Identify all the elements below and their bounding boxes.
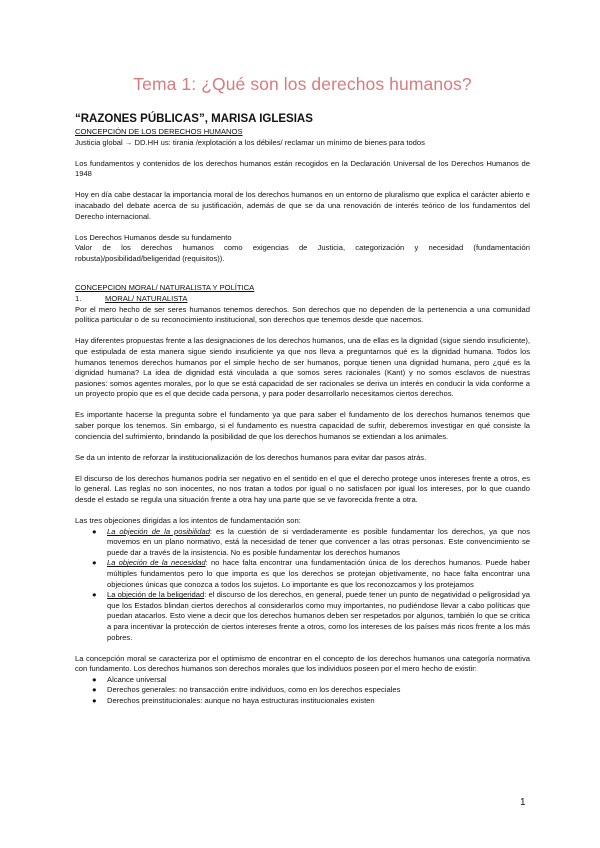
list-item — [75, 685, 530, 696]
paragraph: Valor de los derechos humanos como exigencias de Justicia, categorización y necesidad (fundamentación robusta)/posibilidad/beligeridad (requisitos)). — [75, 243, 530, 263]
paragraph: Justicia global → DD.HH us: tirania /explotación a los débiles/ reclamar un mínimo de bienes para todos — [75, 137, 425, 147]
item-label: MORAL/ NATURALISTA — [105, 294, 188, 304]
list-item-lead: La objeción de la necesidad — [107, 558, 206, 568]
page-title: Tema 1: ¿Qué son los derechos humanos? — [133, 74, 472, 94]
list-item — [75, 527, 530, 559]
list-item-text: Derechos generales: no transacción entre individuos, como en los derechos especiales — [107, 685, 401, 695]
list-item — [75, 558, 530, 590]
list-item-text: : no hace falta encontrar una fundamentación única de los derechos humanos. Puede haber múltiples fundamentos pero lo que importa es que los derechos se protejan objetivamente, no hace falta encontrar una objeciones únicas que conozca a todos los sujetos. Lo importante es que los reconozcamos y los protejamos — [107, 558, 530, 589]
bullet-icon: ● — [92, 590, 97, 600]
paragraph: Hay diferentes propuestas frente a las designaciones de los derechos humanos, una de ellas es la dignidad (sigue siendo insuficiente), que estipulada de esta manera sigue siendo insuficiente ya que nos lleva a preguntarnos qué es la dignidad humana. Todos los humanos tenemos derechos humanos por el simple hecho de ser humanos, porque tienen una dignidad humana, pero ¿qué es la dignidad humana? La idea de dignidad está vinculada a que somos seres racionales (Kant) y no somos esclavos de nuestras pasiones: somos agentes morales, por lo que se está capacidad de ser racionales se deriva un interés en conducir la vida conforme a un proyecto propio que es el que decide cada persona, y para poder desarrollarlo necesitamos ciertos derechos. — [75, 336, 530, 399]
list-item — [75, 590, 530, 643]
list-item — [75, 675, 530, 686]
paragraph: Hoy en día cabe destacar la importancia moral de los derechos humanos en un entorno de pluralismo que explica el carácter abierto e inacabado del debate acerca de su justificación, además de que se da una renovación de interés teórico de los fundamentos del Derecho internacional. — [75, 190, 530, 221]
paragraph: El discurso de los derechos humanos podría ser negativo en el sentido en el que el derecho protege unos intereses frente a otros, es lo general. Las reglas no son inocentes, no nos tratan a todos por igual o no satisfacen por igual los intereses, por lo que cuando desde el estado se regula una situación frente a otra hay una parte que se ve favorecida frente a otra. — [75, 473, 530, 504]
section-heading-moral-politica: CONCEPCION MORAL/ NATURALISTA Y POLÍTICA — [75, 283, 255, 293]
paragraph: Es importante hacerse la pregunta sobre el fundamento ya que para saber el fundamento de los derechos humanos tenemos que saber porque los tenemos. Sin embargo, si el fundamento es nuestra capacidad de sufrir, deberemos investigar en qué consiste la conciencia del sufrimiento, brindando la posibilidad de que los derechos humanos se extiendan a los animales. — [75, 410, 530, 441]
list-item-text: Derechos preinstitucionales: aunque no haya estructuras institucionales existen — [107, 696, 375, 706]
item-number: 1. — [75, 294, 82, 304]
paragraph: Por el mero hecho de ser seres humanos tenemos derechos. Son derechos que no dependen de la pertenencia a una comunidad política particular o de su reconocimiento institucional, son derechos que tenemos desde que nacemos. — [75, 304, 530, 325]
page-number: 1 — [520, 797, 526, 808]
page-content — [75, 74, 530, 707]
paragraph: Los Derechos Humanos desde su fundamento — [75, 232, 232, 242]
paragraph: Se da un intento de reforzar la institucionalización de los derechos humanos para evitar dar pasos atrás. — [75, 452, 427, 462]
paragraph: Las tres objeciones dirigidas a los intentos de fundamentación son: — [75, 516, 301, 526]
bullet-icon: ● — [92, 526, 97, 536]
section-heading-concepcion: CONCEPCIÓN DE LOS DERECHOS HUMANOS — [75, 127, 243, 136]
document-subtitle: “RAZONES PÚBLICAS”, MARISA IGLESIAS — [75, 113, 313, 125]
paragraph: Los fundamentos y contenidos de los derechos humanos están recogidos en la Declaración Universal de los Derechos Humanos de 1948 — [75, 158, 530, 179]
list-item — [75, 696, 530, 707]
bullet-icon: ● — [92, 558, 97, 568]
bullet-icon: ● — [92, 685, 97, 695]
numbered-item — [75, 294, 530, 305]
list-item-text: Alcance universal — [107, 674, 167, 684]
bullet-icon: ● — [92, 696, 97, 706]
list-item-text: : el discurso de los derechos, en general, puede tener un punto de negatividad o peligrosidad ya que los Estados blindan ciertos derechos al considerarlos como muy importantes, no pudiéndose llevar a cabo políticas que puedan atacarlos. Esto viene a decir que los derechos humanos deben ser respetados por algunos, también lo que se critica a para incentivar la protección de ciertos intereses frente a otros, como los intereses de los países más ricos frente a los más pobres. — [107, 590, 530, 642]
list-item-lead: La objeción de la beligeridad — [107, 590, 205, 600]
bullet-icon: ● — [92, 674, 97, 684]
paragraph: La concepción moral se caracteriza por el optimismo de encontrar en el concepto de los derechos humanos una categoría normativa con fundamento. Los derechos humanos son derechos morales que los individuos poseen por el mero hecho de existir: — [75, 653, 530, 674]
list-item-text: : es la cuestión de si verdaderamente es posible fundamentar los derechos, ya que nos movemos en un plano normativo, está la necesidad de tener que convencer a las otras personas. Este convencimiento se puede dar a través de la insistencia. No es posible fundamentar los derechos humanos — [107, 526, 530, 557]
list-item-lead: La objeción de la posibilidad — [107, 526, 210, 536]
